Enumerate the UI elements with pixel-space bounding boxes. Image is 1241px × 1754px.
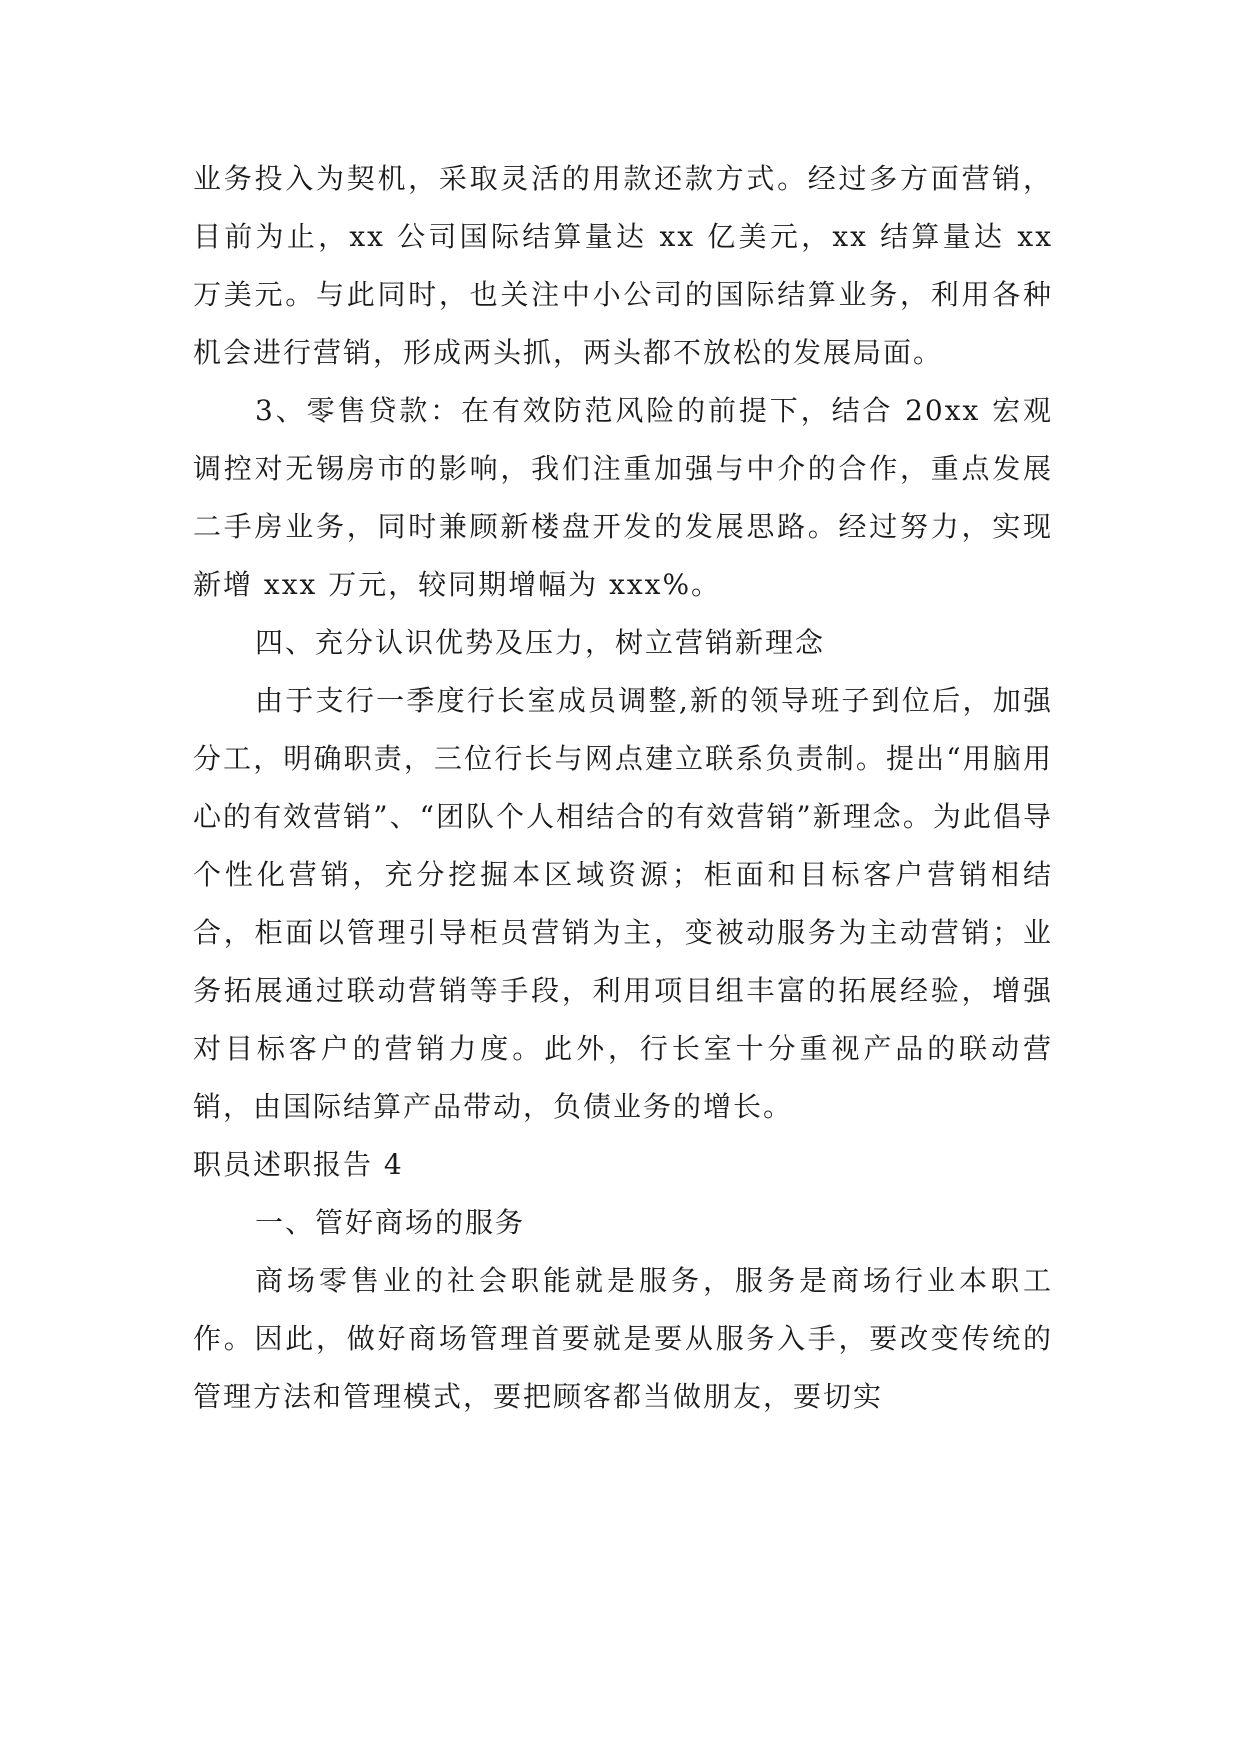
paragraph-settlement-business: 业务投入为契机，采取灵活的用款还款方式。经过多方面营销，目前为止，xx 公司国际结算量达 xx 亿美元，xx 结算量达 xx 万美元。与此同时，也关注中小公司的国际结算业务，利用各种机会进行营销，形成两头抓，两头都不放松的发展局面。 bbox=[193, 162, 1053, 369]
section-heading-mall-service: 一、管好商场的服务 bbox=[255, 1206, 526, 1239]
report-title: 职员述职报告 4 bbox=[193, 1148, 404, 1181]
section-heading-marketing-concept: 四、充分认识优势及压力，树立营销新理念 bbox=[255, 626, 826, 659]
paragraph-marketing-concept: 由于支行一季度行长室成员调整,新的领导班子到位后，加强分工，明确职责，三位行长与网点建立联系负责制。提出“用脑用心的有效营销”、“团队个人相结合的有效营销”新理念。为此倡导个性化营销，充分挖掘本区域资源；柜面和目标客户营销相结合，柜面以管理引导柜员营销为主，变被动服务为主动营销；业务拓展通过联动营销等手段，利用项目组丰富的拓展经验，增强对目标客户的营销力度。此外，行长室十分重视产品的联动营销，由国际结算产品带动，负债业务的增长。 bbox=[193, 684, 1053, 1123]
paragraph-mall-service: 商场零售业的社会职能就是服务，服务是商场行业本职工作。因此，做好商场管理首要就是要从服务入手，要改变传统的管理方法和管理模式，要把顾客都当做朋友，要切实 bbox=[193, 1264, 1053, 1413]
document-body bbox=[193, 150, 1053, 1426]
paragraph-retail-loans: 3、零售贷款：在有效防范风险的前提下，结合 20xx 宏观调控对无锡房市的影响，我们注重加强与中介的合作，重点发展二手房业务，同时兼顾新楼盘开发的发展思路。经过努力，实现新增 xxx 万元，较同期增幅为 xxx%。 bbox=[193, 394, 1053, 601]
